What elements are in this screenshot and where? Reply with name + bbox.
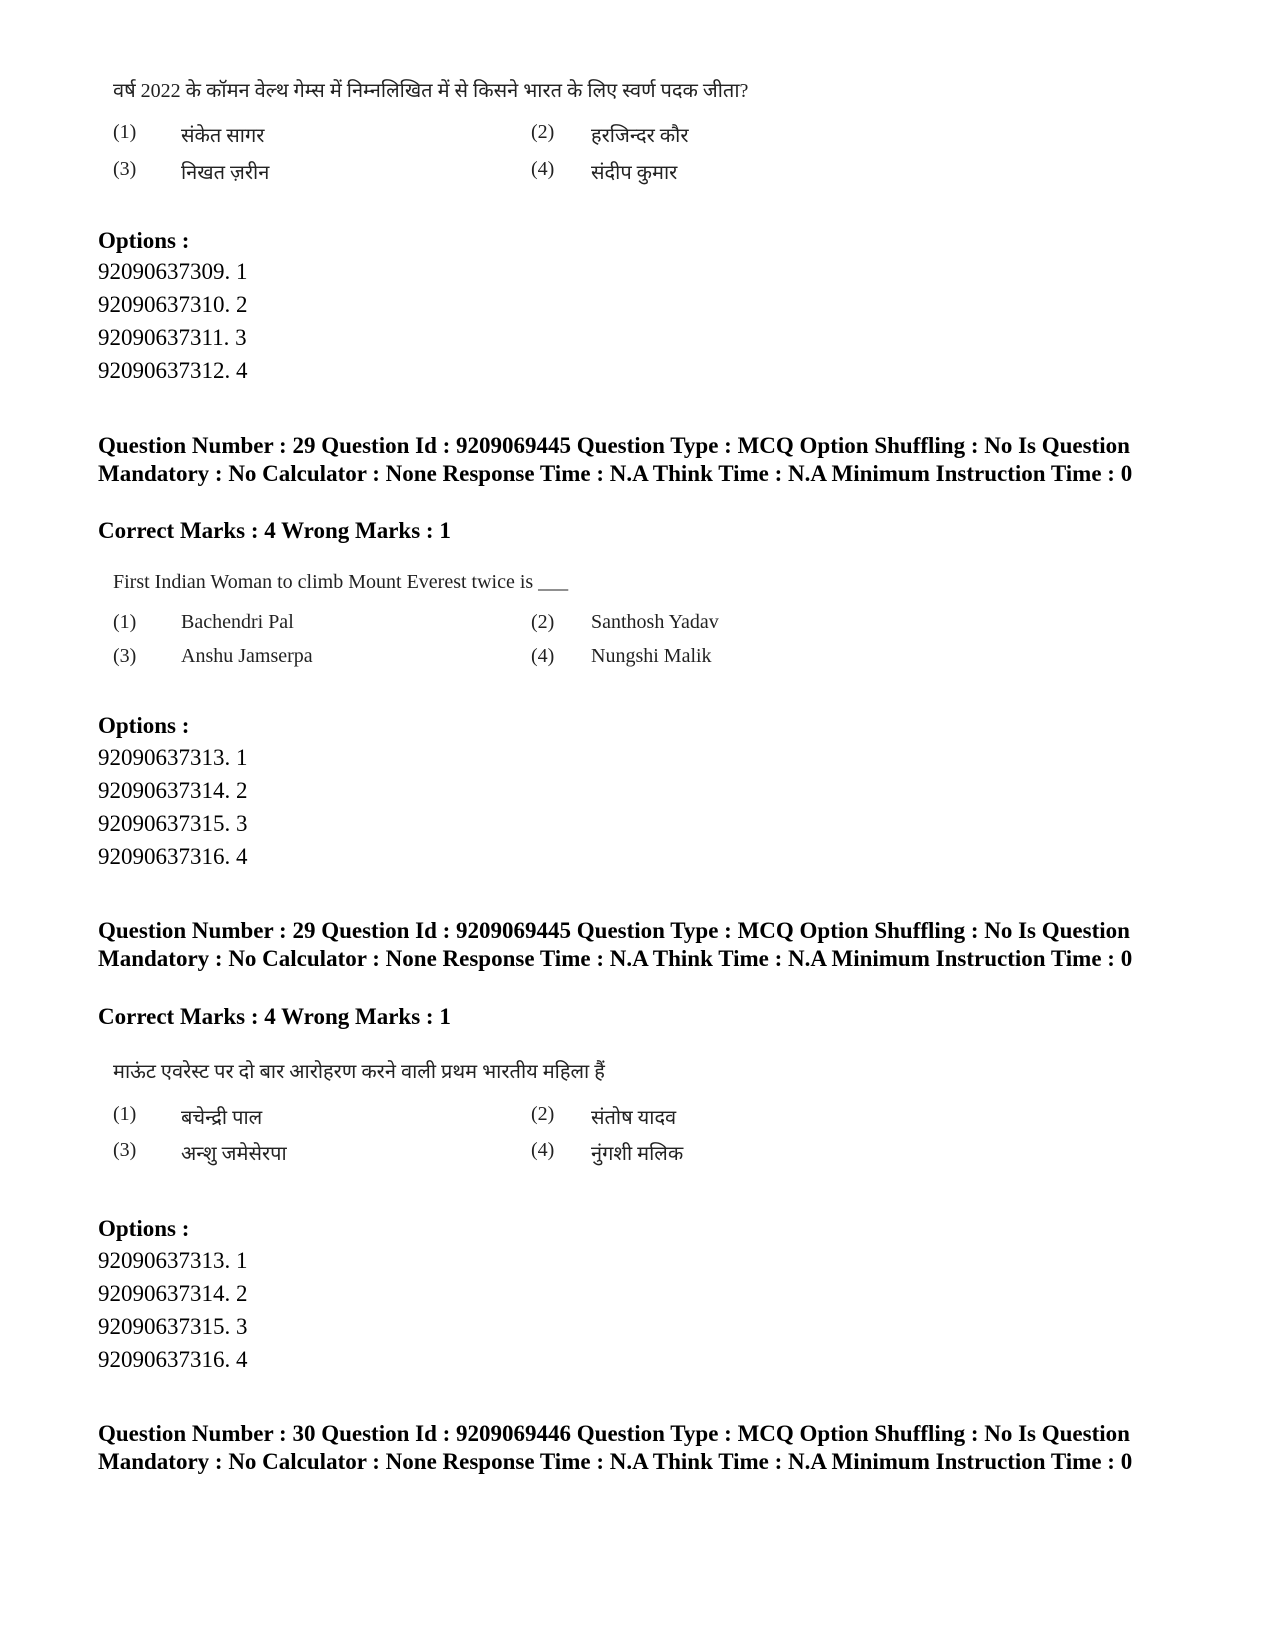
choice-number: (2)	[531, 1103, 555, 1125]
question-text: वर्ष 2022 के कॉमन वेल्थ गेम्स में निम्नलिखित में से किसने भारत के लिए स्वर्ण पदक जीता?	[113, 80, 749, 102]
choice-row	[113, 1103, 773, 1133]
choice-text: संकेत सागर	[181, 125, 265, 147]
option-id: 92090637316. 4	[98, 1347, 248, 1372]
choice-text: हरजिन्दर कौर	[591, 125, 689, 147]
choice-text: बचेन्द्री पाल	[181, 1107, 263, 1129]
option-id: 92090637314. 2	[98, 1281, 248, 1306]
option-id: 92090637315. 3	[98, 811, 248, 836]
choice-row	[113, 158, 773, 188]
question-header: Question Number : 29 Question Id : 9209069445 Question Type : MCQ Option Shuffling : No Is Question Mandatory : No Calculator : None Response Time : N.A Think Time : N.A Minimum Instruction Time : 0	[98, 918, 1133, 971]
choice-text: संतोष यादव	[591, 1107, 677, 1129]
choice-number: (2)	[531, 121, 555, 143]
choice-number: (1)	[113, 1103, 137, 1125]
option-id: 92090637309. 1	[98, 259, 248, 284]
choice-number: (3)	[113, 1139, 137, 1161]
choice-number: (4)	[531, 645, 555, 667]
choice-text: अन्शु जमेसेरपा	[181, 1143, 287, 1165]
choice-number: (3)	[113, 158, 137, 180]
choice-number: (1)	[113, 121, 137, 143]
question-header: Question Number : 30 Question Id : 9209069446 Question Type : MCQ Option Shuffling : No Is Question Mandatory : No Calculator : None Response Time : N.A Think Time : N.A Minimum Instruction Time : 0	[98, 1421, 1133, 1474]
options-label: Options :	[98, 713, 190, 738]
option-id: 92090637310. 2	[98, 292, 248, 317]
option-id: 92090637313. 1	[98, 745, 248, 770]
choice-number: (3)	[113, 645, 137, 667]
question-text: माऊंट एवरेस्ट पर दो बार आरोहरण करने वाली प्रथम भारतीय महिला हैं	[113, 1061, 605, 1083]
marks-line: Correct Marks : 4 Wrong Marks : 1	[98, 1004, 451, 1029]
choice-number: (1)	[113, 611, 137, 633]
question-text: First Indian Woman to climb Mount Everest twice is ___	[113, 571, 569, 593]
choice-text: निखत ज़रीन	[181, 162, 270, 184]
option-id: 92090637312. 4	[98, 358, 248, 383]
option-id: 92090637316. 4	[98, 844, 248, 869]
choice-row	[113, 645, 773, 675]
choice-text: संदीप कुमार	[591, 162, 678, 184]
choice-number: (4)	[531, 1139, 555, 1161]
question-header: Question Number : 29 Question Id : 9209069445 Question Type : MCQ Option Shuffling : No Is Question Mandatory : No Calculator : None Response Time : N.A Think Time : N.A Minimum Instruction Time : 0	[98, 433, 1133, 486]
choice-text: Nungshi Malik	[591, 645, 712, 667]
option-id: 92090637315. 3	[98, 1314, 248, 1339]
options-label: Options :	[98, 228, 190, 253]
choice-row	[113, 611, 773, 641]
options-label: Options :	[98, 1216, 190, 1241]
option-id: 92090637313. 1	[98, 1248, 248, 1273]
option-id: 92090637311. 3	[98, 325, 247, 350]
choice-number: (2)	[531, 611, 555, 633]
option-id: 92090637314. 2	[98, 778, 248, 803]
choice-text: Anshu Jamserpa	[181, 645, 313, 667]
marks-line: Correct Marks : 4 Wrong Marks : 1	[98, 518, 451, 543]
choice-text: नुंगशी मलिक	[591, 1143, 684, 1165]
choice-number: (4)	[531, 158, 555, 180]
choice-row	[113, 121, 773, 151]
choice-text: Santhosh Yadav	[591, 611, 719, 633]
choice-row	[113, 1139, 773, 1169]
choice-text: Bachendri Pal	[181, 611, 294, 633]
